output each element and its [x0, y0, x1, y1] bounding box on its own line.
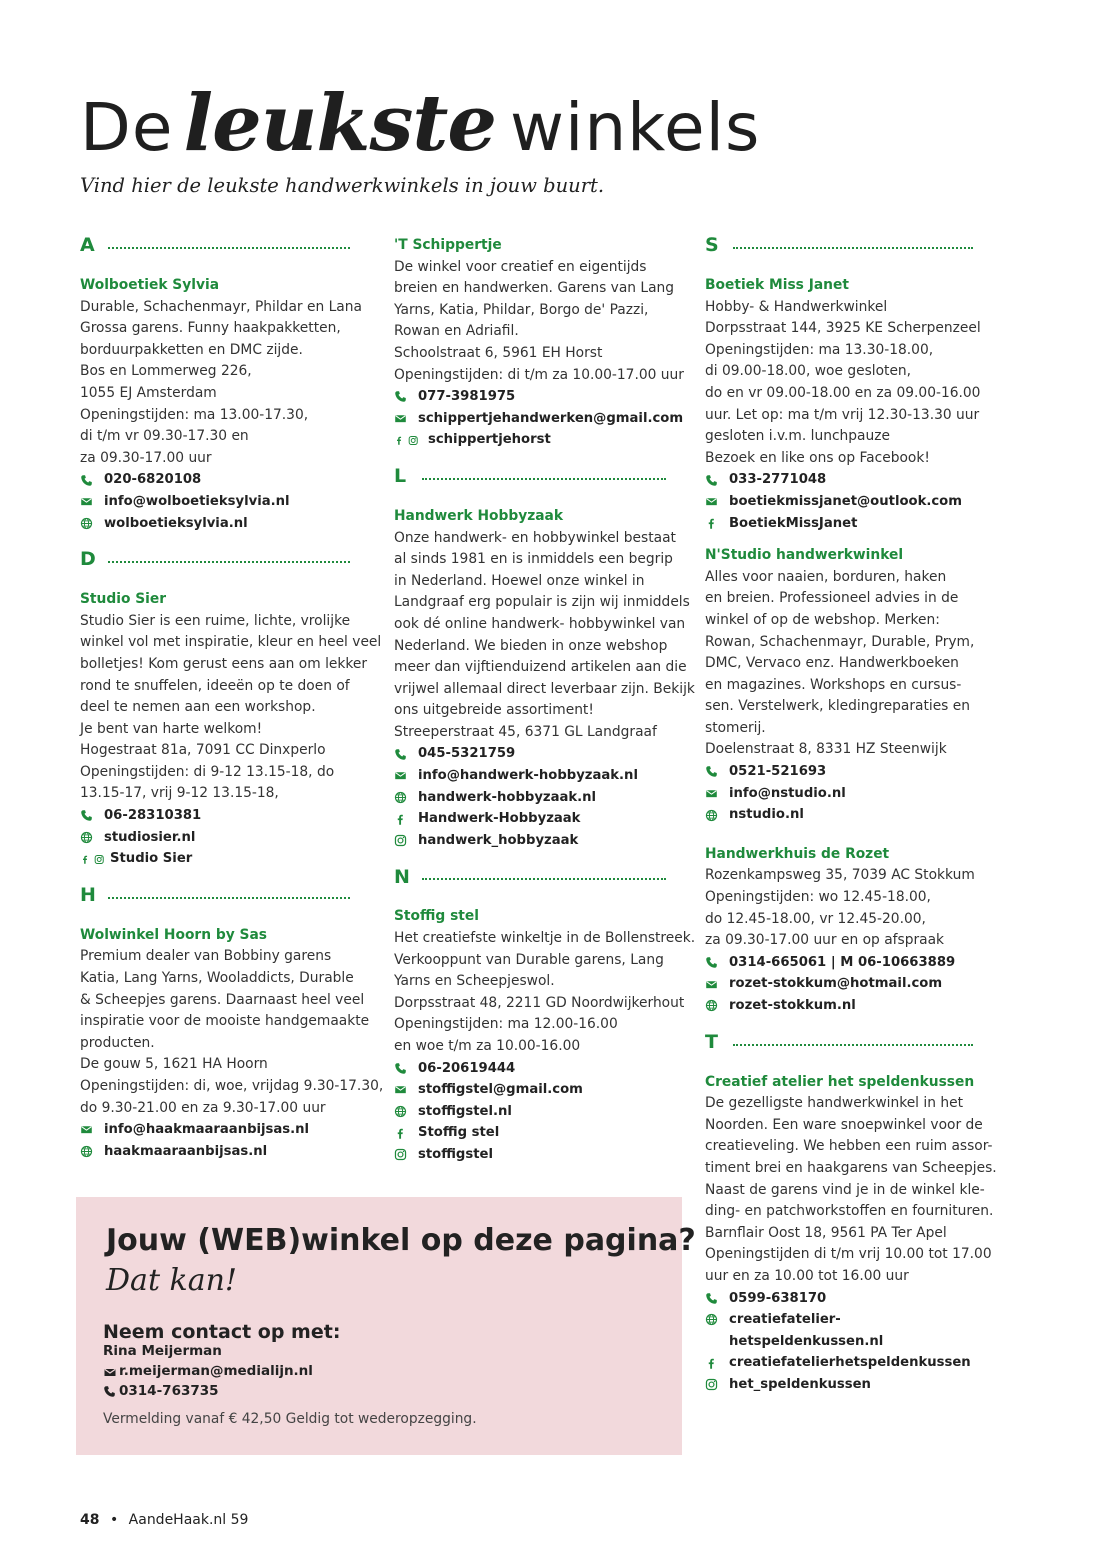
section-letter-h: H: [80, 881, 380, 911]
shop-text: Noorden. Een ware snoepwinkel voor de: [705, 1116, 983, 1133]
instagram-icon: [94, 853, 104, 866]
title-word-de: De: [80, 89, 174, 166]
section-letter-l: L: [394, 462, 694, 492]
email-link[interactable]: info@nstudio.nl: [705, 783, 997, 805]
instagram-icon: [408, 434, 418, 447]
globe-icon: [80, 1145, 104, 1158]
globe-icon: [705, 809, 729, 822]
shop-text: Rowan, Schachenmayr, Durable, Prym,: [705, 633, 975, 650]
instagram-icon: [705, 1378, 729, 1391]
shop-text: za 09.30-17.00 uur: [80, 449, 212, 466]
shop-text: Rowan en Adriafil.: [394, 323, 519, 340]
shop-text: ons uitgebreide assortiment!: [394, 702, 594, 719]
shop-text: Landgraaf erg populair is zijn wij inmiddels: [394, 594, 690, 611]
phone-icon: [705, 765, 729, 778]
shop-text: Durable, Schachenmayr, Phildar en Lana: [80, 298, 362, 315]
social-link[interactable]: schippertjehorst: [394, 429, 694, 451]
shop-text: vrijwel allemaal direct leverbaar zijn. Bekijk: [394, 680, 695, 697]
shop-text: do en vr 09.00-18.00 en za 09.00-16.00: [705, 384, 981, 401]
email-link[interactable]: stoffigstel@gmail.com: [394, 1079, 694, 1101]
mail-icon: [103, 1365, 116, 1378]
phone-icon: [394, 1062, 418, 1075]
instagram-link[interactable]: stoffigstel: [394, 1144, 694, 1166]
globe-icon: [705, 1309, 729, 1326]
phone-line[interactable]: 0314-665061 | M 06-10663889: [705, 952, 997, 974]
shop-text: gesloten i.v.m. lunchpauze: [705, 428, 890, 445]
website-link[interactable]: haakmaaraanbijsas.nl: [80, 1141, 380, 1163]
shop-text: ook dé online handwerk- hobbywinkel van: [394, 615, 686, 632]
mail-icon: [80, 495, 104, 508]
shop-text: stomerij.: [705, 719, 766, 736]
email-link[interactable]: info@haakmaaraanbijsas.nl: [80, 1119, 380, 1141]
phone-icon: [705, 956, 729, 969]
shop-text: producten.: [80, 1034, 155, 1051]
shop-text: en magazines. Workshops en cursus-: [705, 676, 962, 693]
shop-text: Bezoek en like ons op Facebook!: [705, 449, 930, 466]
shop-text: winkel of op de webshop. Merken:: [705, 611, 940, 628]
shop-text: timent brei en haakgarens van Scheepjes.: [705, 1159, 997, 1176]
shop-text: Openingstijden: di t/m za 10.00-17.00 uur: [394, 366, 684, 383]
globe-icon: [394, 1105, 418, 1118]
social-link[interactable]: Studio Sier: [80, 848, 380, 870]
shop-boetiek-miss-janet: [705, 275, 997, 534]
footer-bullet: •: [109, 1512, 119, 1528]
shop-t-schippertje: [394, 235, 694, 451]
title-word-winkels: winkels: [510, 89, 761, 166]
phone-line[interactable]: 033-2771048: [705, 469, 997, 491]
instagram-icon: [394, 1148, 418, 1161]
shop-text: Studio Sier is een ruime, lichte, vrolijke: [80, 612, 351, 629]
dotted-rule: [108, 897, 350, 899]
website-link[interactable]: handwerk-hobbyzaak.nl: [394, 787, 694, 809]
shop-text: do 9.30-21.00 en za 9.30-17.00 uur: [80, 1099, 326, 1116]
shop-text: De gouw 5, 1621 HA Hoorn: [80, 1056, 268, 1073]
shop-wolwinkel-hoorn: [80, 925, 384, 1163]
shop-text: 1055 EJ Amsterdam: [80, 384, 217, 401]
mail-icon: [705, 978, 729, 991]
facebook-icon: [394, 434, 404, 447]
promo-contact-person: Rina Meijerman: [103, 1343, 222, 1359]
shop-text: & Scheepjes garens. Daarnaast heel veel: [80, 991, 365, 1008]
shop-text: do 12.45-18.00, vr 12.45-20.00,: [705, 910, 926, 927]
phone-icon: [394, 748, 418, 761]
phone-icon: [394, 390, 418, 403]
page-subtitle: Vind hier de leukste handwerkwinkels in jouw buurt.: [80, 174, 605, 197]
shop-text: Je bent van harte welkom!: [80, 720, 263, 737]
shop-name: Wolwinkel Hoorn by Sas: [80, 926, 267, 943]
shop-text: Openingstijden: di, woe, vrijdag 9.30-17.30,: [80, 1078, 384, 1094]
mail-icon: [705, 787, 729, 800]
shop-text: meer dan vijftienduizend artikelen aan die: [394, 659, 687, 676]
dotted-rule: [733, 1044, 973, 1046]
shop-text: rond te snuffelen, ideeën op te doen of: [80, 677, 350, 694]
instagram-icon: [394, 834, 418, 847]
shop-text: inspiratie voor de mooiste handgemaakte: [80, 1013, 370, 1030]
facebook-link[interactable]: Handwerk-Hobbyzaak: [394, 808, 694, 830]
globe-icon: [80, 517, 104, 530]
phone-line[interactable]: 06-28310381: [80, 805, 380, 827]
facebook-link[interactable]: BoetiekMissJanet: [705, 513, 997, 535]
dotted-rule: [422, 478, 666, 480]
website-link[interactable]: studiosier.nl: [80, 827, 380, 849]
page-title: [80, 74, 760, 184]
column-right: [705, 231, 997, 1407]
dotted-rule: [108, 247, 350, 249]
shop-studio-sier: [80, 589, 380, 870]
shop-wolboetiek-sylvia: [80, 275, 380, 534]
shop-text: breien en handwerken. Garens van Lang: [394, 280, 675, 297]
shop-name: Boetiek Miss Janet: [705, 277, 849, 293]
shop-name: Wolboetiek Sylvia: [80, 277, 219, 293]
shop-text: Yarns, Katia, Phildar, Borgo de' Pazzi,: [394, 301, 649, 318]
mail-icon: [394, 412, 418, 425]
advertise-promo-box: [76, 1197, 696, 1455]
section-letter-n: N: [394, 862, 694, 892]
shop-text: Verkooppunt van Durable garens, Lang: [394, 951, 664, 968]
shop-name: Creatief atelier het speldenkussen: [705, 1073, 975, 1090]
shop-text: Doelenstraat 8, 8331 HZ Steenwijk: [705, 741, 947, 758]
email-link[interactable]: boetiekmissjanet@outlook.com: [705, 491, 997, 513]
phone-icon: [80, 809, 104, 822]
shop-text: di t/m vr 09.30-17.30 en: [80, 428, 249, 445]
shop-text: za 09.30-17.00 uur en op afspraak: [705, 932, 945, 949]
shop-nstudio: [705, 545, 997, 826]
globe-icon: [705, 999, 729, 1012]
shop-text: Streeperstraat 45, 6371 GL Landgraaf: [394, 723, 657, 740]
phone-icon: [705, 474, 729, 487]
shop-text: Onze handwerk- en hobbywinkel bestaat: [394, 529, 676, 546]
shop-text: Openingstijden: di 9-12 13.15-18, do: [80, 763, 335, 780]
facebook-icon: [80, 853, 90, 866]
dotted-rule: [422, 878, 666, 880]
phone-icon: [80, 474, 104, 487]
shop-text: di 09.00-18.00, woe gesloten,: [705, 363, 912, 380]
shop-handwerkhuis-de-rozet: [705, 844, 997, 1017]
phone-line[interactable]: 020-6820108: [80, 469, 380, 491]
mail-icon: [705, 495, 729, 508]
shop-text: Alles voor naaien, borduren, haken: [705, 568, 947, 585]
phone-line[interactable]: 0599-638170: [705, 1288, 997, 1310]
shop-text: en woe t/m za 10.00-16.00: [394, 1038, 581, 1054]
facebook-icon: [394, 1127, 418, 1140]
shop-name: 'T Schippertje: [394, 237, 502, 253]
shop-text: 13.15-17, vrij 9-12 13.15-18,: [80, 785, 279, 802]
email-link[interactable]: info@handwerk-hobbyzaak.nl: [394, 765, 694, 787]
shop-text: Grossa garens. Funny haakpakketten,: [80, 320, 341, 337]
shop-text: bolletjes! Kom gerust eens aan om lekker: [80, 655, 368, 672]
column-middle: [394, 231, 694, 1177]
shop-text: DMC, Vervaco enz. Handwerkboeken: [705, 655, 959, 672]
shop-text: deel te nemen aan een workshop.: [80, 699, 316, 716]
shop-text: winkel vol met inspiratie, kleur en heel veel: [80, 634, 382, 651]
email-link[interactable]: schippertjehandwerken@gmail.com: [394, 408, 694, 430]
shop-text: creatieveling. We hebben een ruim assor-: [705, 1138, 993, 1155]
phone-line[interactable]: 0521-521693: [705, 761, 997, 783]
shop-text: uur. Let op: ma t/m vrij 12.30-13.30 uur: [705, 406, 980, 423]
section-letter-d: D: [80, 545, 380, 575]
shop-text: Hobby- & Handwerkwinkel: [705, 298, 888, 315]
shop-text: Dorpsstraat 144, 3925 KE Scherpenzeel: [705, 320, 981, 337]
promo-email-link[interactable]: r.meijerman@medialijn.nl: [103, 1363, 313, 1379]
shop-text: Openingstijden: wo 12.45-18.00,: [705, 889, 931, 906]
shop-text: Openingstijden di t/m vrij 10.00 tot 17.00: [705, 1246, 992, 1263]
shop-text: Openingstijden: ma 13.30-18.00,: [705, 341, 934, 358]
promo-contact-label: Neem contact op met:: [103, 1321, 341, 1343]
shop-text: Nederland. We bieden in onze webshop: [394, 637, 668, 654]
shop-text: borduurpakketten en DMC zijde.: [80, 341, 303, 358]
facebook-icon: [705, 1357, 729, 1370]
globe-icon: [80, 831, 104, 844]
shop-text: en breien. Professioneel advies in de: [705, 590, 959, 607]
promo-note: Vermelding vanaf € 42,50 Geldig tot wederopzegging.: [103, 1411, 477, 1427]
shop-text: Yarns en Scheepjeswol.: [394, 973, 555, 990]
shop-text: Hogestraat 81a, 7091 CC Dinxperlo: [80, 742, 326, 759]
promo-script: Dat kan!: [106, 1263, 237, 1298]
section-letter-a: A: [80, 231, 380, 261]
facebook-icon: [394, 813, 418, 826]
shop-text: Premium dealer van Bobbiny garens: [80, 948, 332, 965]
promo-phone-line[interactable]: 0314-763735: [103, 1383, 219, 1399]
instagram-link[interactable]: handwerk_hobbyzaak: [394, 830, 694, 852]
promo-heading: Jouw (WEB)winkel op deze pagina?: [106, 1223, 696, 1258]
website-link[interactable]: creatiefatelier- hetspeldenkussen.nl: [705, 1309, 997, 1352]
page-footer: [80, 1512, 248, 1528]
mail-icon: [80, 1123, 104, 1136]
section-letter-t: T: [705, 1028, 997, 1058]
website-link[interactable]: wolboetieksylvia.nl: [80, 513, 380, 535]
shop-text: Schoolstraat 6, 5961 EH Horst: [394, 344, 603, 361]
shop-text: Katia, Lang Yarns, Wooladdicts, Durable: [80, 970, 354, 987]
email-link[interactable]: info@wolboetieksylvia.nl: [80, 491, 380, 513]
shop-text: De gezelligste handwerkwinkel in het: [705, 1095, 964, 1112]
website-link[interactable]: nstudio.nl: [705, 804, 997, 826]
website-link[interactable]: rozet-stokkum.nl: [705, 995, 997, 1017]
page-number: 48: [80, 1512, 100, 1528]
shop-text: Het creatiefste winkeltje in de Bollenstreek.: [394, 930, 696, 947]
title-word-leukste: leukste: [183, 78, 497, 169]
shop-text: De winkel voor creatief en eigentijds: [394, 258, 647, 275]
shop-text: Bos en Lommerweg 226,: [80, 363, 252, 380]
shop-text: al sinds 1981 en is inmiddels een begrip: [394, 551, 673, 568]
phone-line[interactable]: 06-20619444: [394, 1058, 694, 1080]
facebook-icon: [705, 517, 729, 530]
shop-text: sen. Verstelwerk, kledingreparaties en: [705, 698, 970, 715]
shop-name: Handwerkhuis de Rozet: [705, 845, 890, 862]
shop-stoffig-stel: [394, 906, 694, 1165]
phone-icon: [705, 1292, 729, 1305]
facebook-link[interactable]: creatiefatelierhetspeldenkussen: [705, 1352, 997, 1374]
section-letter-s: S: [705, 231, 997, 261]
shop-text: Barnflair Oost 18, 9561 PA Ter Apel: [705, 1224, 947, 1241]
facebook-link[interactable]: Stoffig stel: [394, 1122, 694, 1144]
shop-text: Dorpsstraat 48, 2211 GD Noordwijkerhout: [394, 994, 685, 1011]
shop-handwerk-hobbyzaak: [394, 506, 694, 852]
email-link[interactable]: rozet-stokkum@hotmail.com: [705, 973, 997, 995]
shop-text: uur en za 10.00 tot 16.00 uur: [705, 1267, 909, 1284]
mail-icon: [394, 769, 418, 782]
website-link[interactable]: stoffigstel.nl: [394, 1101, 694, 1123]
phone-line[interactable]: 077-3981975: [394, 386, 694, 408]
shop-name: Handwerk Hobbyzaak: [394, 507, 564, 524]
shop-name: Stoffig stel: [394, 908, 479, 925]
mail-icon: [394, 1083, 418, 1096]
shop-name: Studio Sier: [80, 591, 167, 608]
shop-text: Openingstijden: ma 13.00-17.30,: [80, 406, 309, 423]
shop-text: Naast de garens vind je in de winkel kle-: [705, 1181, 985, 1198]
shop-name: N'Studio handwerkwinkel: [705, 547, 904, 564]
shop-text: in Nederland. Hoewel onze winkel in: [394, 572, 645, 589]
shop-het-speldenkussen: [705, 1072, 997, 1396]
phone-line[interactable]: 045-5321759: [394, 743, 694, 765]
footer-site: AandeHaak.nl 59: [128, 1512, 249, 1528]
dotted-rule: [108, 561, 350, 563]
phone-icon: [103, 1385, 116, 1398]
shop-text: ding- en patchworkstoffen en fournituren.: [705, 1203, 994, 1220]
dotted-rule: [733, 247, 973, 249]
instagram-link[interactable]: het_speldenkussen: [705, 1374, 997, 1396]
column-left: [80, 231, 384, 1173]
shop-text: Openingstijden: ma 12.00-16.00: [394, 1016, 618, 1033]
shop-text: Rozenkampsweg 35, 7039 AC Stokkum: [705, 867, 975, 884]
globe-icon: [394, 791, 418, 804]
